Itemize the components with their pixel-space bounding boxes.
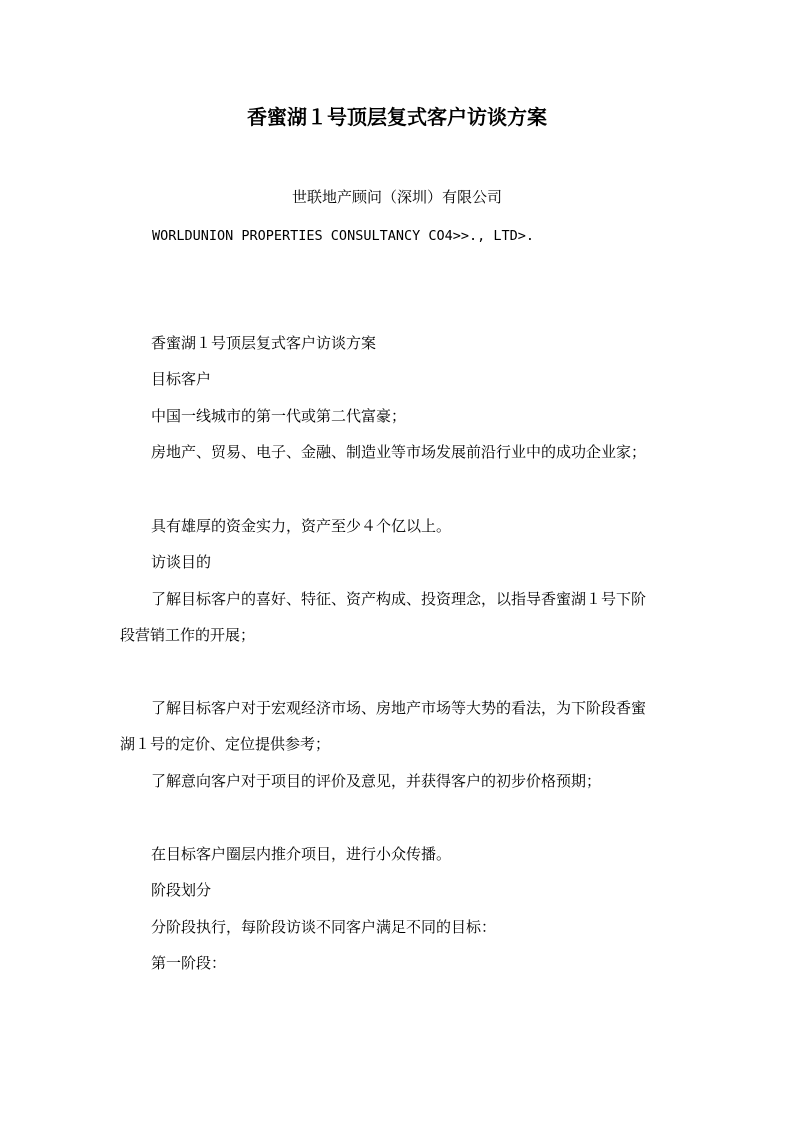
paragraph: 了解目标客户对于宏观经济市场、房地产市场等大势的看法，为下阶段香蜜 bbox=[151, 699, 647, 717]
paragraph: 了解目标客户的喜好、特征、资产构成、投资理念，以指导香蜜湖１号下阶 bbox=[151, 590, 647, 608]
paragraph: 在目标客户圈层内推介项目，进行小众传播。 bbox=[151, 845, 452, 863]
paragraph: 分阶段执行，每阶段访谈不同客户满足不同的目标： bbox=[151, 918, 497, 936]
company-name-en: WORLDUNION PROPERTIES CONSULTANCY CO4>>., LTD>. bbox=[152, 228, 535, 244]
paragraph: 具有雄厚的资金实力，资产至少４个亿以上。 bbox=[151, 517, 452, 535]
paragraph: 第一阶段： bbox=[151, 954, 227, 972]
section-heading-plan: 香蜜湖１号顶层复式客户访谈方案 bbox=[151, 334, 377, 352]
paragraph-continuation: 湖１号的定价、定位提供参考； bbox=[120, 735, 331, 753]
section-heading-target-clients: 目标客户 bbox=[151, 370, 212, 388]
section-heading-phases: 阶段划分 bbox=[151, 881, 212, 899]
paragraph: 房地产、贸易、电子、金融、制造业等市场发展前沿行业中的成功企业家； bbox=[151, 443, 647, 461]
paragraph: 了解意向客户对于项目的评价及意见，并获得客户的初步价格预期； bbox=[151, 772, 602, 790]
section-heading-interview-purpose: 访谈目的 bbox=[151, 553, 212, 571]
paragraph-continuation: 段营销工作的开展； bbox=[120, 626, 256, 644]
document-title: 香蜜湖１号顶层复式客户访谈方案 bbox=[247, 105, 547, 129]
paragraph: 中国一线城市的第一代或第二代富豪； bbox=[151, 407, 407, 425]
company-name-cn: 世联地产顾问（深圳）有限公司 bbox=[291, 188, 502, 206]
